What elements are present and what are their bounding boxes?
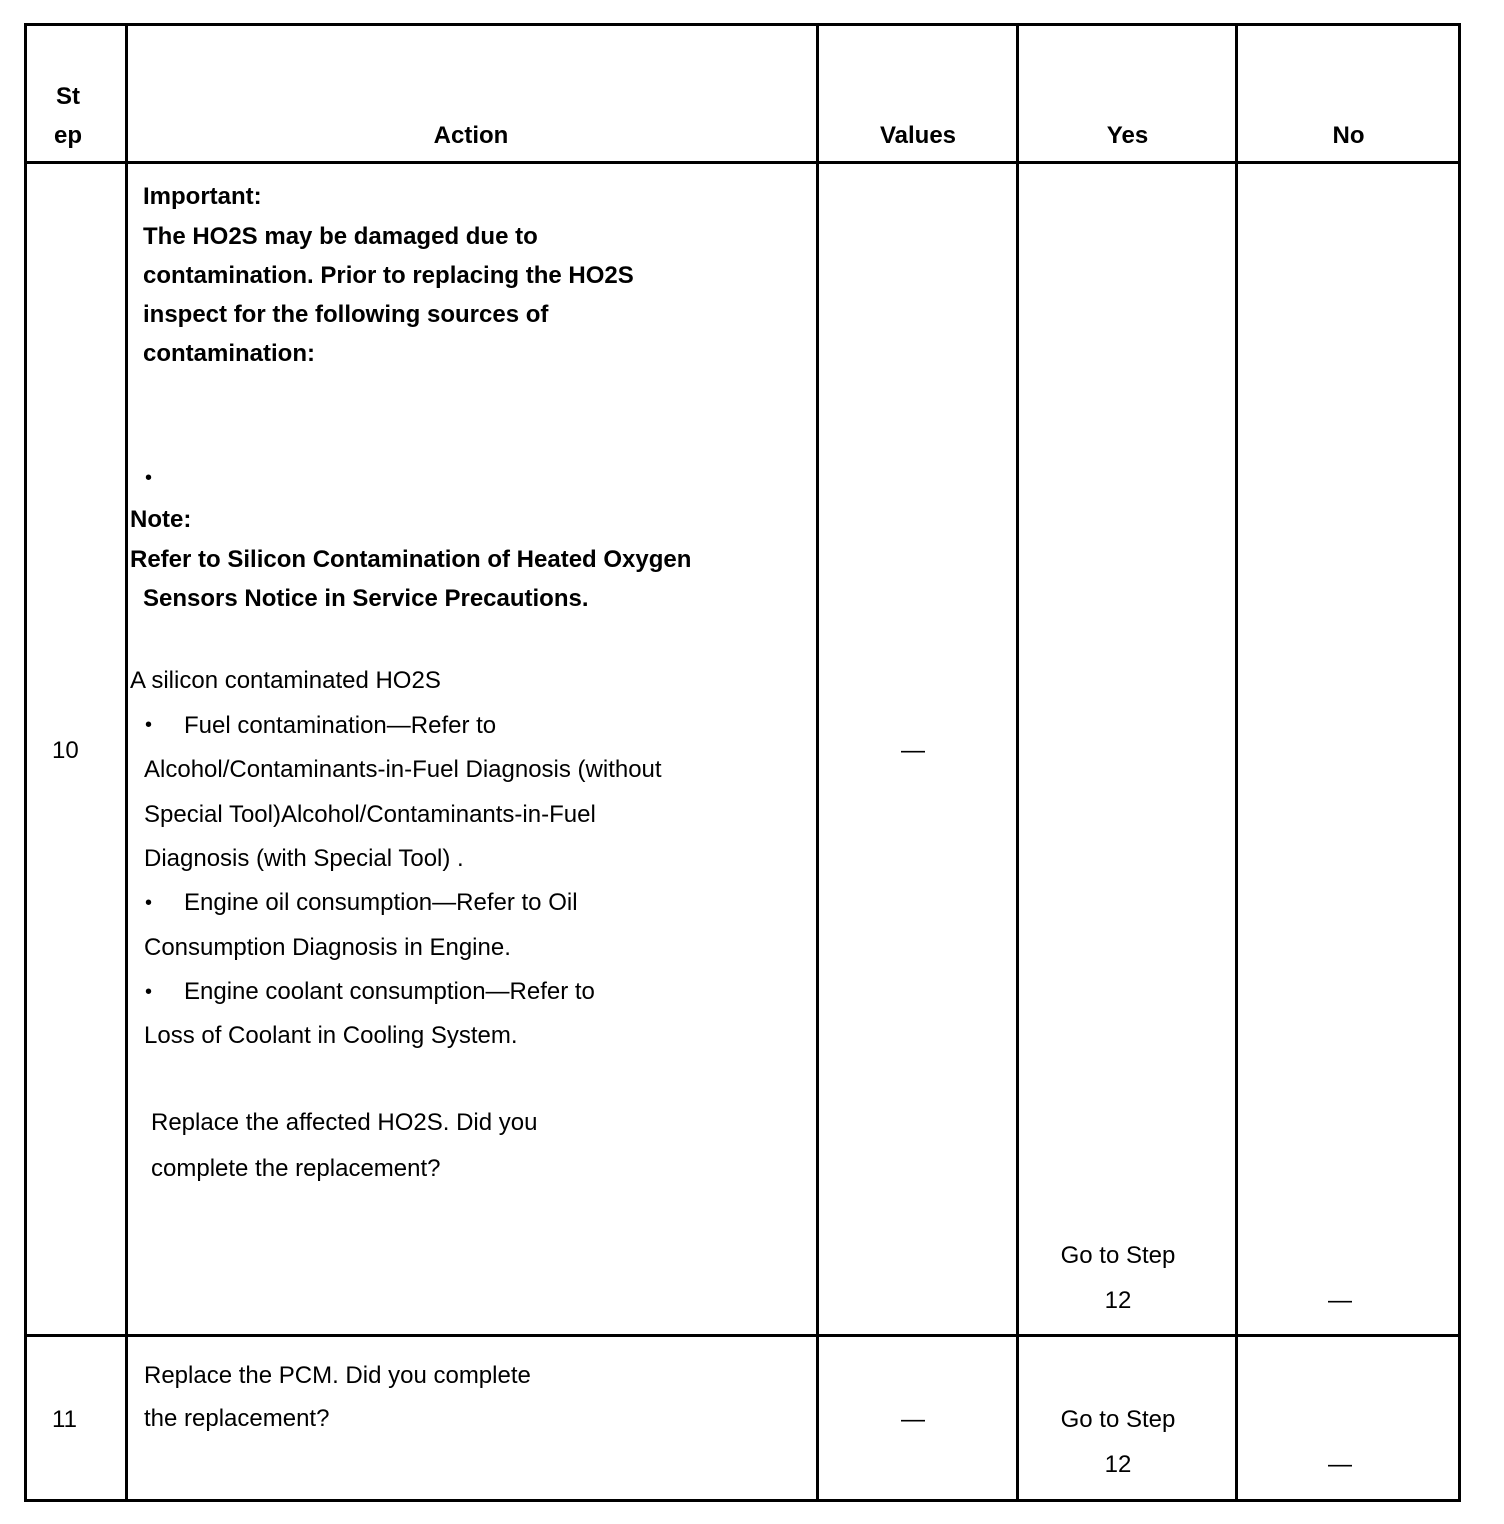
table-border-left xyxy=(24,23,27,1502)
important-text: contamination: xyxy=(143,340,315,367)
action-text: Replace the PCM. Did you complete xyxy=(144,1362,531,1389)
table-border-top xyxy=(24,23,1461,26)
row-divider xyxy=(24,1334,1461,1337)
step-number: 10 xyxy=(52,737,79,764)
note-text: Refer to Silicon Contamination of Heated Oxygen xyxy=(130,546,692,573)
bullet-icon: • xyxy=(145,892,153,914)
no-cell: — xyxy=(1328,1451,1352,1478)
table-border-bottom xyxy=(24,1499,1461,1502)
header-action: Action xyxy=(433,122,509,149)
step-number: 11 xyxy=(52,1406,77,1433)
important-text: The HO2S may be damaged due to xyxy=(143,223,538,250)
table-border-right xyxy=(1458,23,1461,1502)
note-text: Sensors Notice in Service Precautions. xyxy=(143,585,589,612)
fuel-bullet-text: Fuel contamination—Refer to xyxy=(184,712,497,739)
coolant-text: Loss of Coolant in Cooling System. xyxy=(144,1022,518,1049)
no-cell: — xyxy=(1328,1287,1352,1314)
coolant-bullet-text: Engine coolant consumption—Refer to xyxy=(184,978,595,1005)
yes-goto-link[interactable]: Go to Step xyxy=(1060,1406,1176,1433)
action-text: the replacement? xyxy=(144,1405,330,1432)
yes-goto-step[interactable]: 12 xyxy=(1104,1451,1132,1478)
silicon-text: A silicon contaminated HO2S xyxy=(130,667,441,694)
yes-goto-step[interactable]: 12 xyxy=(1104,1287,1132,1314)
values-cell: — xyxy=(901,737,925,764)
header-yes: Yes xyxy=(1106,122,1149,149)
important-text: contamination. Prior to replacing the HO2S xyxy=(143,262,634,289)
question-text: Replace the affected HO2S. Did you xyxy=(151,1109,538,1136)
yes-goto-link[interactable]: Go to Step xyxy=(1060,1242,1176,1269)
oil-text: Consumption Diagnosis in Engine. xyxy=(144,934,511,961)
header-divider xyxy=(24,161,1461,164)
important-text: inspect for the following sources of xyxy=(143,301,549,328)
question-text: complete the replacement? xyxy=(151,1155,441,1182)
header-no: No xyxy=(1332,122,1365,149)
values-cell: — xyxy=(901,1406,925,1433)
bullet-icon: • xyxy=(145,467,153,489)
header-step: St xyxy=(56,83,80,110)
header-values: Values xyxy=(879,122,957,149)
fuel-text: Special Tool)Alcohol/Contaminants-in-Fuel xyxy=(144,801,596,828)
bullet-icon: • xyxy=(145,981,153,1003)
note-label: Note: xyxy=(130,506,192,533)
fuel-text: Diagnosis (with Special Tool) . xyxy=(144,845,464,872)
column-divider xyxy=(125,23,128,1502)
fuel-text: Alcohol/Contaminants-in-Fuel Diagnosis (without xyxy=(144,756,662,783)
column-divider xyxy=(1016,23,1019,1502)
important-label: Important: xyxy=(143,183,262,210)
bullet-icon: • xyxy=(145,714,153,736)
header-step: ep xyxy=(53,122,82,149)
oil-bullet-text: Engine oil consumption—Refer to Oil xyxy=(184,889,578,916)
column-divider xyxy=(1235,23,1238,1502)
